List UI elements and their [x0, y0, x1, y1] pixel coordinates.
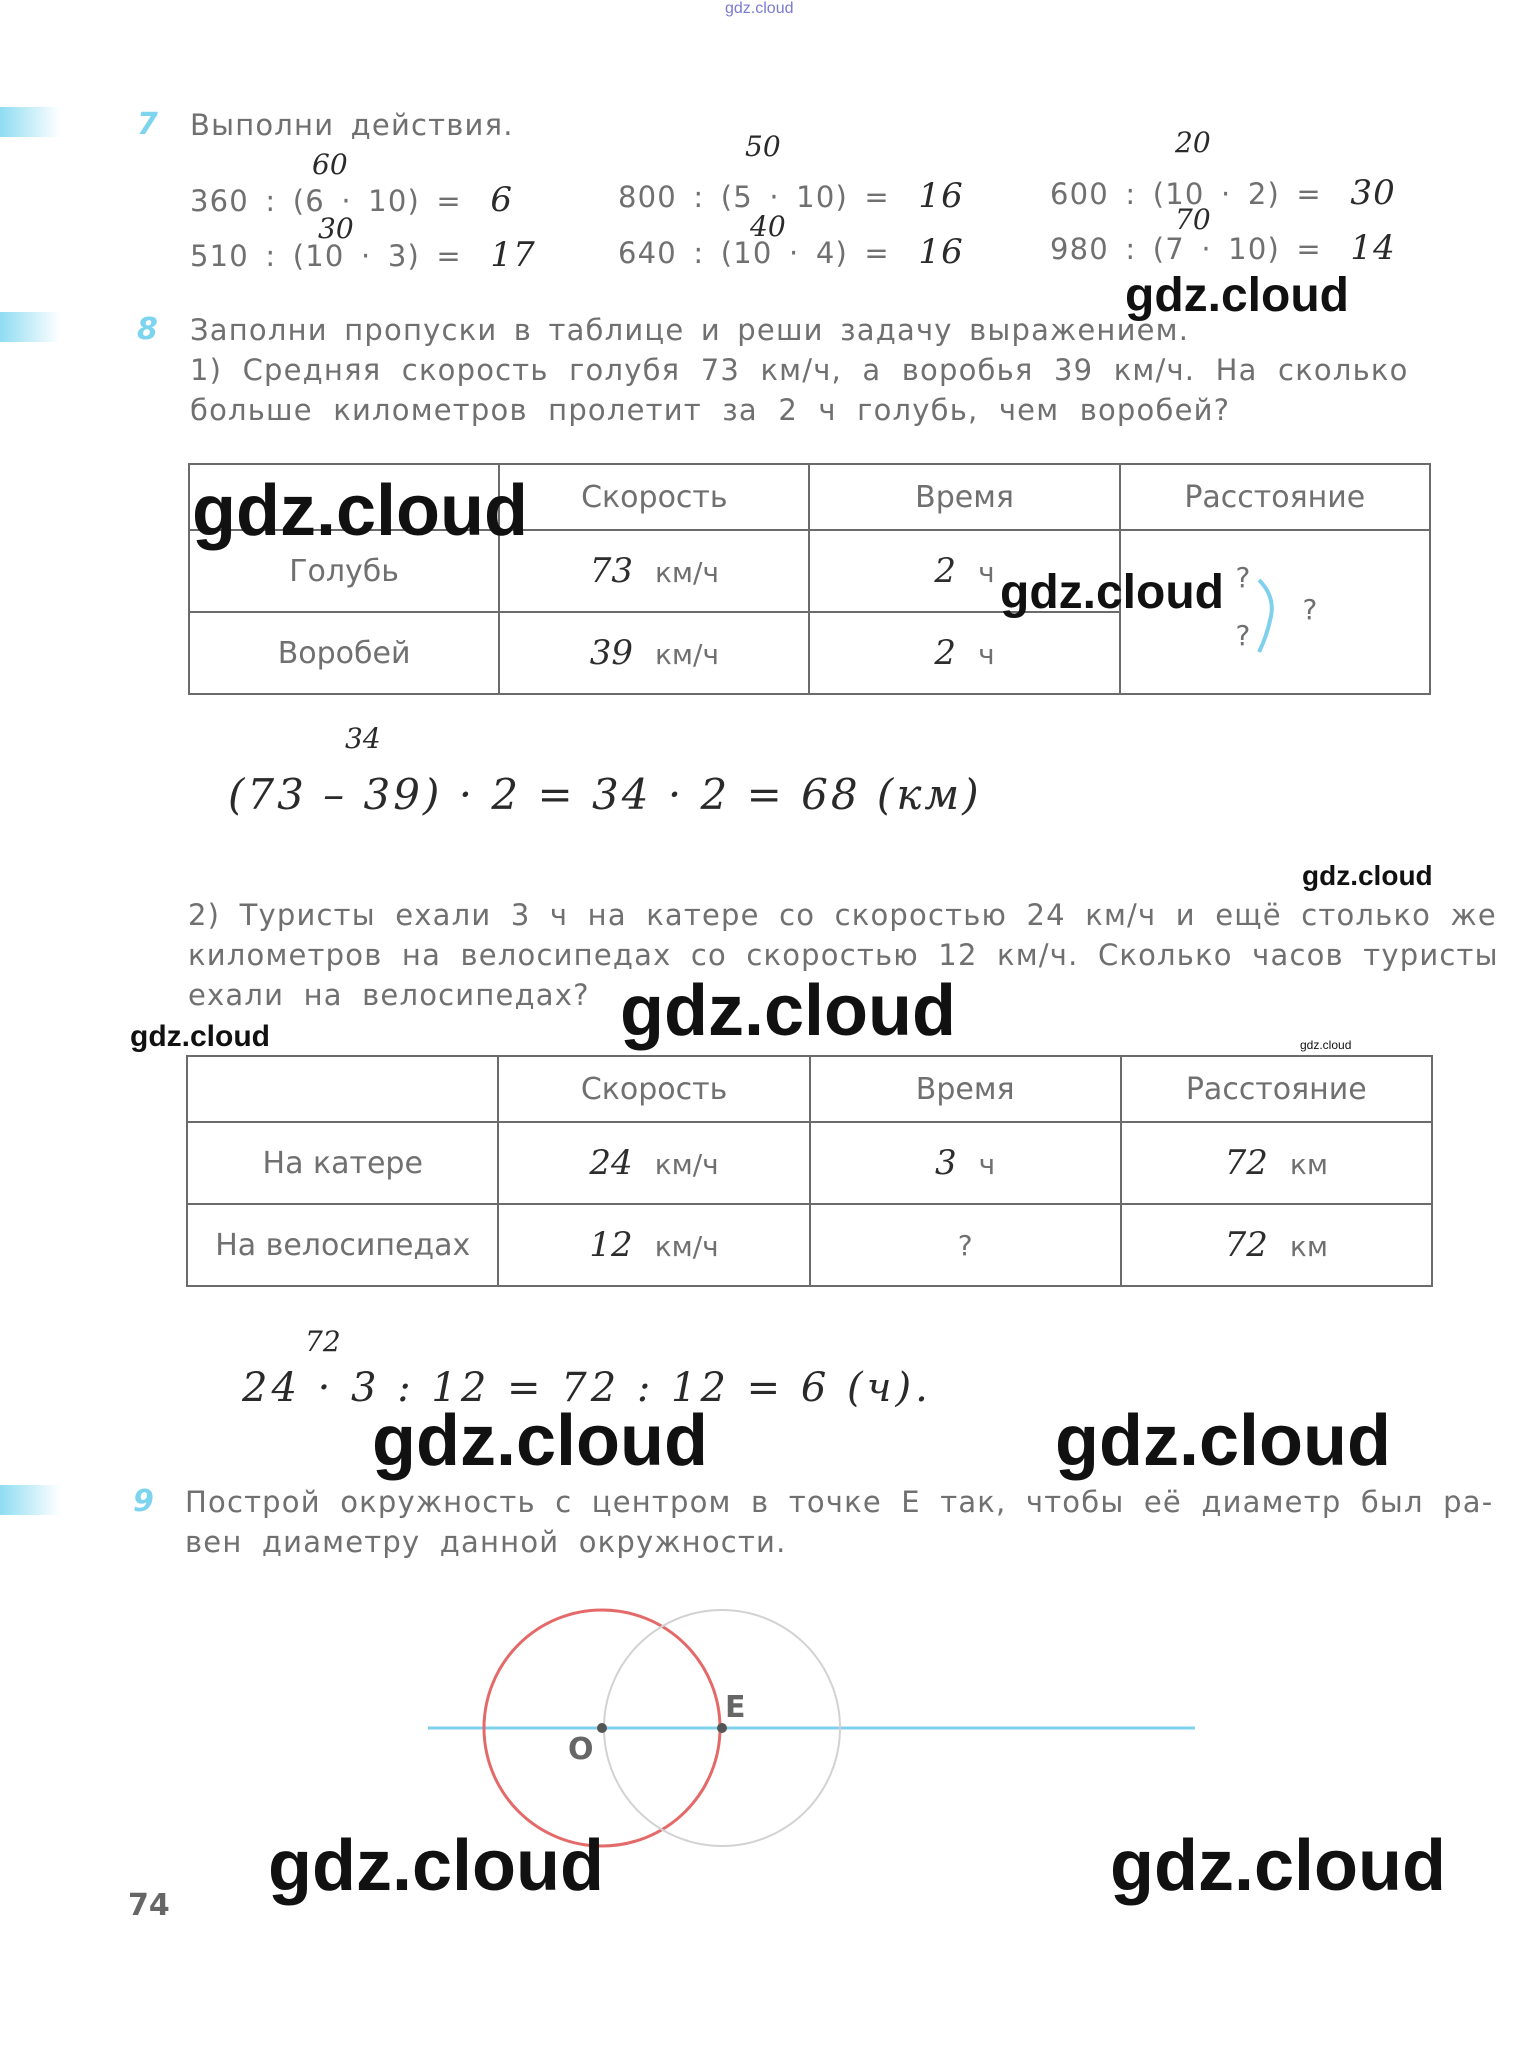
task9-text: вен диаметру данной окружности. — [185, 1525, 787, 1559]
task7-expression: 800 : (5 · 10) = 16 — [618, 176, 965, 216]
watermark: gdz.cloud — [1300, 1038, 1352, 1052]
table-header: Время — [810, 1056, 1121, 1122]
watermark: gdz.cloud — [192, 471, 528, 551]
task7-answer: 16 — [918, 232, 965, 272]
watermark: gdz.cloud — [620, 971, 956, 1051]
watermark: gdz.cloud — [1055, 1401, 1391, 1481]
watermark: gdz.cloud — [130, 1020, 270, 1053]
table-row-label: На велосипедах — [187, 1204, 498, 1286]
table-cell-speed: 24 км/ч — [498, 1122, 809, 1204]
distance-question: ? — [1235, 561, 1251, 594]
table-cell-time: ? — [810, 1204, 1121, 1286]
task8-part2-text: ехали на велосипедах? — [188, 978, 590, 1012]
task7-expression: 600 : (10 · 2) = 30 — [1050, 173, 1397, 213]
table-row — [187, 1122, 1432, 1204]
task7-note: 60 — [312, 148, 348, 181]
task8-part1-solution: (73 – 39) · 2 = 34 · 2 = 68 (км) — [228, 770, 982, 819]
solution-note: 72 — [305, 1325, 341, 1358]
table-cell-speed: 12 км/ч — [498, 1204, 809, 1286]
task7-tab — [0, 107, 60, 137]
watermark: gdz.cloud — [1000, 566, 1224, 619]
table-cell-time: 2 ч — [809, 612, 1119, 694]
watermark: gdz.cloud — [1110, 1826, 1446, 1906]
table-header: Время — [809, 464, 1119, 530]
task8-part2-solution: 24 · 3 : 12 = 72 : 12 = 6 (ч). — [242, 1365, 932, 1411]
task7-answer: 16 — [918, 176, 965, 216]
table-header: Расстояние — [1120, 464, 1430, 530]
total-question: ? — [1302, 593, 1318, 626]
task8-part2-text: 2) Туристы ехали 3 ч на катере со скоростью 24 км/ч и ещё столько же — [188, 898, 1497, 932]
task7-answer: 30 — [1350, 173, 1397, 213]
task7-answer: 17 — [490, 235, 537, 275]
task7-note: 40 — [750, 210, 786, 243]
table-cell-time: 2 ч — [809, 530, 1119, 612]
task7-note: 70 — [1175, 203, 1211, 236]
watermark: gdz.cloud — [1302, 860, 1433, 891]
task7-expression: 980 : (7 · 10) = 14 — [1050, 228, 1397, 268]
task8-title: Заполни пропуски в таблице и реши задачу выражением. — [190, 313, 1190, 347]
table-header: Скорость — [498, 1056, 809, 1122]
solution-note: 34 — [345, 722, 381, 755]
table-cell-speed: 73 км/ч — [499, 530, 809, 612]
top-watermark: gdz.cloud — [725, 0, 794, 17]
table-header — [187, 1056, 498, 1122]
task7-expression: 640 : (10 · 4) = 16 — [618, 232, 965, 272]
table-cell-distance: 72 км — [1121, 1122, 1432, 1204]
task9-number: 9 — [133, 1484, 154, 1519]
table-row-label: На катере — [187, 1122, 498, 1204]
task7-note: 20 — [1175, 126, 1211, 159]
table-header: Расстояние — [1121, 1056, 1432, 1122]
watermark: gdz.cloud — [268, 1826, 604, 1906]
distance-question: ? — [1235, 619, 1251, 652]
task7-expression: 360 : (6 · 10) = 6 — [190, 180, 514, 220]
table-cell-distance: 72 км — [1121, 1204, 1432, 1286]
table-header: Скорость — [499, 464, 809, 530]
table-cell-speed: 39 км/ч — [499, 612, 809, 694]
task7-answer: 14 — [1350, 228, 1397, 268]
task7-number: 7 — [137, 107, 158, 142]
task8-part2-text: километров на велосипедах со скоростью 12 км/ч. Сколько часов туристы — [188, 938, 1499, 972]
task7-title: Выполни действия. — [190, 108, 514, 142]
table-row-label: Голубь — [189, 530, 499, 612]
task7-note: 50 — [745, 130, 781, 163]
point-o-label: О — [568, 1732, 594, 1767]
point-e-label: Е — [725, 1690, 746, 1725]
task8-part1-text: больше километров пролетит за 2 ч голубь, чем воробей? — [190, 393, 1231, 427]
task8-tab — [0, 312, 60, 342]
task8-number: 8 — [137, 312, 158, 347]
watermark: gdz.cloud — [1125, 269, 1349, 322]
task7-answer: 6 — [490, 180, 514, 220]
page-number: 74 — [128, 1888, 170, 1923]
watermark: gdz.cloud — [372, 1401, 708, 1481]
table-row — [187, 1204, 1432, 1286]
task8-table2 — [186, 1055, 1433, 1287]
table-cell-time: 3 ч — [810, 1122, 1121, 1204]
table-row-label: Воробей — [189, 612, 499, 694]
task7-note: 30 — [318, 212, 354, 245]
point-o-dot — [597, 1723, 607, 1733]
task9-text: Построй окружность с центром в точке Е так, чтобы её диаметр был ра- — [185, 1485, 1494, 1519]
brace-icon — [1253, 576, 1283, 656]
task8-part1-text: 1) Средняя скорость голубя 73 км/ч, а воробья 39 км/ч. На сколько — [190, 353, 1409, 387]
task9-tab — [0, 1485, 60, 1515]
task7-expression: 510 : (10 · 3) = 17 — [190, 235, 537, 275]
